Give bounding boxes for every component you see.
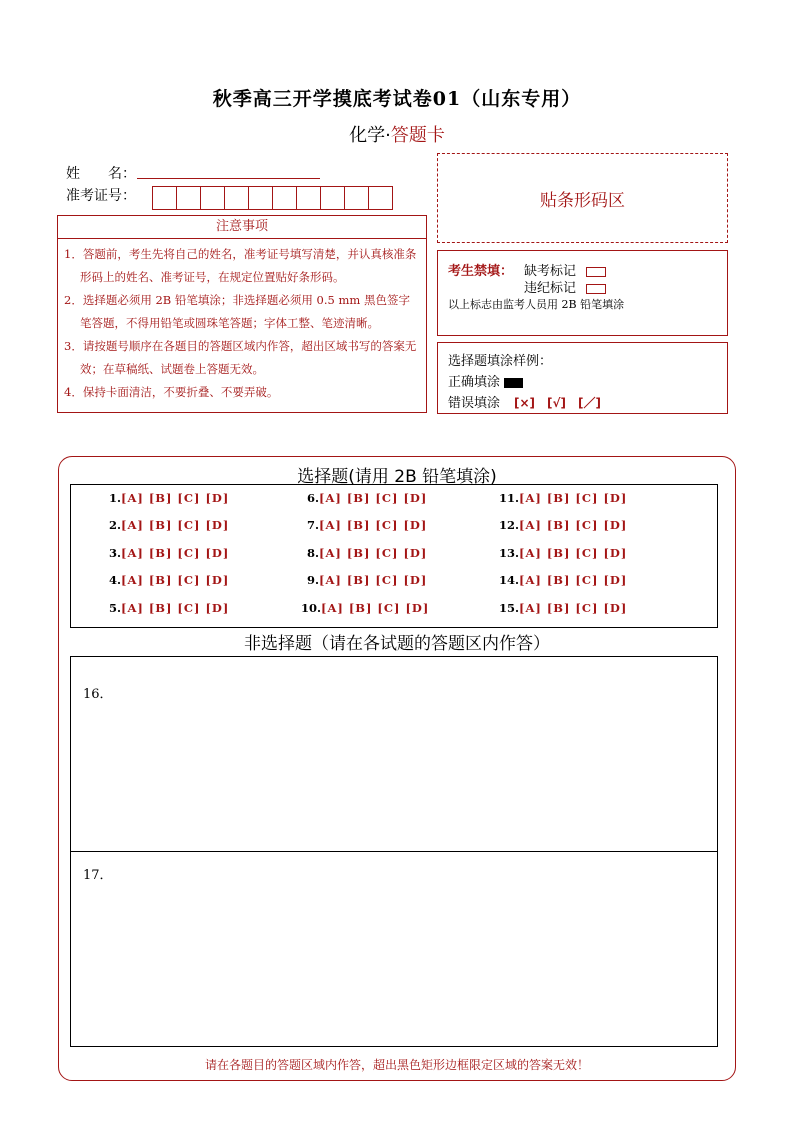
id-digit-box[interactable] [272, 186, 297, 210]
notice-item: 1．答题前，考生先将自己的姓名，准考证号填写清楚，并认真核准条形码上的姓名、准考证号，在规定位置贴好条形码。 [64, 247, 417, 284]
id-digit-box[interactable] [320, 186, 345, 210]
exam-status-note: 以上标志由监考人员用 2B 铅笔填涂 [448, 298, 625, 311]
choice-question[interactable]: 1.[A] [B] [C] [D] [109, 491, 230, 505]
notice-item: 4．保持卡面清洁，不要折叠、不要弄破。 [64, 385, 279, 399]
choice-question[interactable]: 2.[A] [B] [C] [D] [109, 518, 230, 532]
choice-question[interactable]: 15.[A] [B] [C] [D] [499, 601, 628, 615]
violation-label: 违纪标记 [524, 281, 577, 296]
question-number: 16． [83, 687, 113, 702]
id-digit-box[interactable] [200, 186, 225, 210]
subtitle-separator: · [385, 125, 391, 146]
id-digit-box[interactable] [176, 186, 201, 210]
fill-sample-box [437, 342, 728, 414]
correct-fill-label: 正确填涂 [448, 375, 501, 390]
barcode-area [437, 153, 728, 243]
notice-box [57, 215, 427, 413]
choice-question[interactable]: 5.[A] [B] [C] [D] [109, 601, 230, 615]
choice-question[interactable]: 13.[A] [B] [C] [D] [499, 546, 628, 560]
card-subtitle [0, 121, 794, 147]
absent-label: 缺考标记 [524, 264, 577, 279]
name-field[interactable] [137, 177, 320, 179]
choice-question[interactable]: 11.[A] [B] [C] [D] [499, 491, 628, 505]
id-digit-box[interactable] [344, 186, 369, 210]
wrong-fill-label: 错误填涂 [448, 396, 501, 411]
exam-status-label: 考生禁填： [448, 264, 514, 279]
choice-question[interactable]: 9.[A] [B] [C] [D] [307, 573, 428, 587]
choice-question[interactable]: 4.[A] [B] [C] [D] [109, 573, 230, 587]
choice-question[interactable]: 3.[A] [B] [C] [D] [109, 546, 230, 560]
notice-item: 2．选择题必须用 2B 铅笔填涂；非选择题必须用 0.5 mm 黑色签字笔答题，不得用铅笔或圆珠笔答题；字体工整、笔迹清晰。 [64, 293, 410, 330]
id-digit-box[interactable] [248, 186, 273, 210]
choice-section-title: 选择题(请用 2B 铅笔填涂) [297, 467, 497, 487]
choice-question[interactable]: 10.[A] [B] [C] [D] [301, 601, 430, 615]
answer-box-16[interactable] [70, 656, 718, 852]
notice-heading: 注意事项 [58, 216, 426, 239]
choice-section [70, 484, 718, 628]
choice-question[interactable]: 6.[A] [B] [C] [D] [307, 491, 428, 505]
id-digit-box[interactable] [296, 186, 321, 210]
choice-question[interactable]: 14.[A] [B] [C] [D] [499, 573, 628, 587]
notice-item: 3．请按题号顺序在各题目的答题区域内作答，超出区域书写的答案无效；在草稿纸、试题卷上答题无效。 [64, 339, 417, 376]
answer-box-17[interactable] [70, 851, 718, 1047]
violation-mark[interactable] [586, 284, 606, 294]
choice-question[interactable]: 12.[A] [B] [C] [D] [499, 518, 628, 532]
id-number-boxes[interactable] [152, 186, 392, 210]
absent-mark[interactable] [586, 267, 606, 277]
choice-question[interactable]: 8.[A] [B] [C] [D] [307, 546, 428, 560]
id-digit-box[interactable] [152, 186, 177, 210]
id-digit-box[interactable] [224, 186, 249, 210]
barcode-label: 贴条形码区 [540, 190, 625, 211]
answer-card-label: 答题卡 [390, 125, 445, 146]
footer-warning: 请在各题目的答题区域内作答，超出黑色矩形边框限定区域的答案无效！ [204, 1058, 589, 1072]
subject-label: 化学 [349, 125, 386, 146]
nonchoice-section-title: 非选择题（请在各试题的答题区内作答） [244, 634, 550, 654]
filled-block-icon [504, 378, 523, 388]
exam-status-box [437, 250, 728, 336]
exam-title: 秋季高三开学摸底考试卷01（山东专用） [212, 88, 582, 110]
question-number: 17． [83, 868, 113, 883]
name-label: 姓 名： [66, 166, 136, 182]
wrong-fill-marks: [×] [√] [／] [514, 396, 601, 410]
choice-question[interactable]: 7.[A] [B] [C] [D] [307, 518, 428, 532]
id-digit-box[interactable] [368, 186, 393, 210]
id-label: 准考证号： [66, 188, 136, 204]
fill-sample-heading: 选择题填涂样例： [448, 354, 553, 369]
